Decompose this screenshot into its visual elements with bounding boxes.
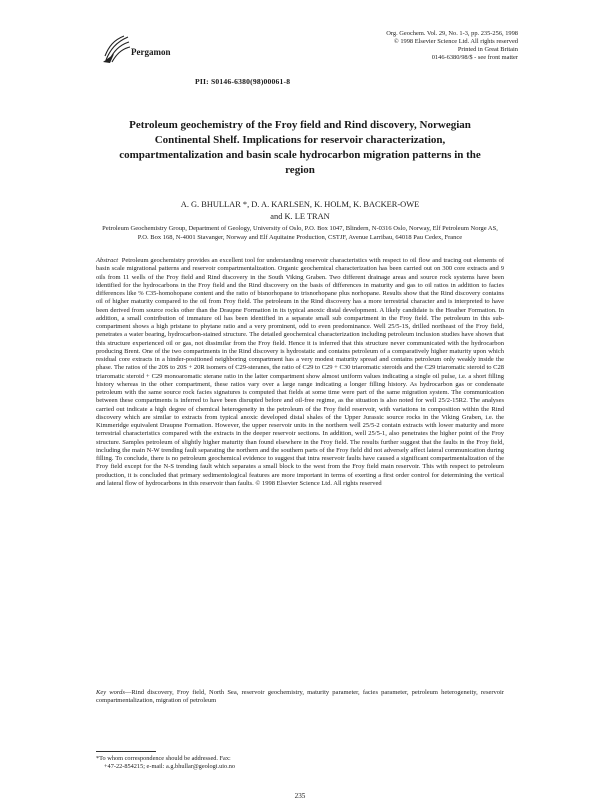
keywords-section: Key words—Rind discovery, Froy field, North Sea, reservoir geochemistry, maturity parameter, facies parameter, petroleum heterogeneity, reservoir compartmentalization, migration of petroleum bbox=[96, 689, 504, 705]
footnote-line: *To whom correspondence should be addressed. Fax: bbox=[96, 755, 231, 762]
pii-identifier: PII: S0146-6380(98)00061-8 bbox=[195, 77, 291, 86]
journal-line: Printed in Great Britain bbox=[457, 46, 518, 53]
journal-line: 0146-6380/98/$ - see front matter bbox=[431, 54, 518, 61]
keywords-text: Rind discovery, Froy field, North Sea, reservoir geochemistry, maturity parameter, facies parameter, petroleum heterogeneity, reservoir compartmentalization, migration of petroleum bbox=[96, 689, 504, 705]
publisher-name: Pergamon bbox=[131, 47, 171, 57]
footnote-line: +47-22-854215; e-mail: a.g.bhullar@geologi.uio.no bbox=[104, 763, 236, 771]
page-number: 235 bbox=[294, 792, 306, 800]
abstract-text: Petroleum geochemistry provides an excellent tool for understanding reservoir characteristics with respect to oil flow and tracing out elements of basin scale migrational patterns and reservoir compartmentalization. Organic geochemical characterization has been carried out on 300 core extracts and 9 oils from 11 wells of the Froy field and Rind discovery in the South Viking Graben. Two different drainage areas and source rock systems have been identified for the hydrocarbons in the Froy field and the Rind discovery on the basis of differences in maturity and gas to oil ratios in addition to facies differences like % C35-homohopane content and the ratio of bisnorhopane to trisnorhopane plus norhopane. Results show that the Rind discovery contains oil of higher maturity compared to the oil from Froy field. The petroleum in the Rind discovery has a more terrestrial character and is interpreted to have been derived from source rocks other than the Draupne Formation in its typical anoxic distal development. A likely candidate is the Heather Formation. In addition, a small contribution of immature oil has been identified in a separate small sub compartment in the Froy field. The petroleum in this sub-compartment shows a high pristane to phytane ratio and a very prominent, odd to even predominance. Well 25/5-1S, drilled northeast of the Froy field, penetrates a water bearing, hydrocarbon-stained structure. The detailed geochemical characterization including petroleum inclusion studies have shown that this structure experienced oil or gas, not dissimilar from the Froy field. Hence it is inferred that this structure never communicated with the hydrocarbon producing Brent. One of the two compartments in the Rind discovery is hydrostatic and contains petroleum of a comparatively higher maturity upon which residual core extracts in a hinder-positioned neighboring compartment has a very modest maturity spread and contains petroleum only weakly inside the phase. The ratios of the 20S to 20S + 20R isomers of C29-steranes, the ratio of C29 to C29 + C30 triaromatic steroids and the C29 triaromatic steroid to C28 triaromatic steroid + C29 monoaromatic sterane ratio in the latter compartment show almost uniform values indicating a single oil pulse, i.e. a short filling history whereas in the other compartment, these ratios vary over a large range indicating a longer filling history. As hydrocarbon gas or condensate petroleum with the same source rock facies signatures is computed that fields at some time were part of the same migration system. The communication between these compartments is inferred to have been disrupted before and oil-free regime, as the situation is also noted for well 25/2-15R2. The analyses carried out indicate a high degree of chemical heterogeneity in the petroleum of the Froy field reservoir, with variations in composition within the Rind discovery which are similar to extracts from typical anoxic developed distal shales of the Upper Jurassic source rocks in the Viking Graben, i.e. the Kimmeridge equivalent Draupne Formation. However, the upper reservoir units in the northern well 25/5-2 contain extracts with lower maturity and more terrestrial characteristics compared with the extracts in the deeper reservoir sections. In addition, well 25/5-1, also penetrates the higher point of the Froy structure. Samples petroleum of slightly higher maturity than found elsewhere in the Froy field. The results further suggest that the faults in the Froy field, including the main N-W trending fault separating the northern and the southern parts of the Froy field did not adversely affect lateral communication during filling. To conclude, there is no petroleum geochemical evidence to suggest that intra reservoir faults have caused a significant compartmentalization of the Froy field except for the N-S trending fault which separates a small block to the west from the Froy field main reservoir. This with respect to petroleum production, it is concluded that primary sedimentological features are more important in terms of exerting a first order control for determining the vertical and lateral flow of hydrocarbons in this reservoir than faults. © 1998 Elsevier Science Ltd. All rights reserved bbox=[96, 257, 504, 487]
abstract-section bbox=[96, 257, 504, 488]
authors-line: A. G. BHULLAR *, D. A. KARLSEN, K. HOLM, K. BACKER-OWE bbox=[180, 200, 420, 209]
journal-line: © 1998 Elsevier Science Ltd. All rights reserved bbox=[393, 38, 518, 45]
article-title: Petroleum geochemistry of the Froy field and Rind discovery, Norwegian Continental Shelf. Implications for reservoir characterization, compartmentalization and basin scale hydrocarbon migration patterns in the region bbox=[119, 119, 481, 176]
publisher-logo bbox=[100, 32, 134, 66]
author-list bbox=[110, 199, 490, 223]
journal-citation bbox=[386, 30, 518, 62]
affiliations: Petroleum Geochemistry Group, Department of Geology, University of Oslo, P.O. Box 1047, Blindern, N-0316 Oslo, Norway, Elf Petroleum Norge AS, P.O. Box 168, N-4001 Stavanger, Norway and Elf Aquitaine Production, CSTJF, Avenue Larribau, 64018 Pau Cedex, France bbox=[102, 225, 498, 241]
footnote-divider bbox=[96, 751, 156, 752]
correspondence-footnote bbox=[96, 755, 504, 772]
keywords-label: Key words bbox=[96, 689, 125, 696]
abstract-label: Abstract bbox=[96, 257, 119, 264]
journal-line: Org. Geochem. Vol. 29, No. 1-3, pp. 235-256, 1998 bbox=[386, 30, 518, 37]
authors-line: and K. LE TRAN bbox=[270, 212, 330, 221]
